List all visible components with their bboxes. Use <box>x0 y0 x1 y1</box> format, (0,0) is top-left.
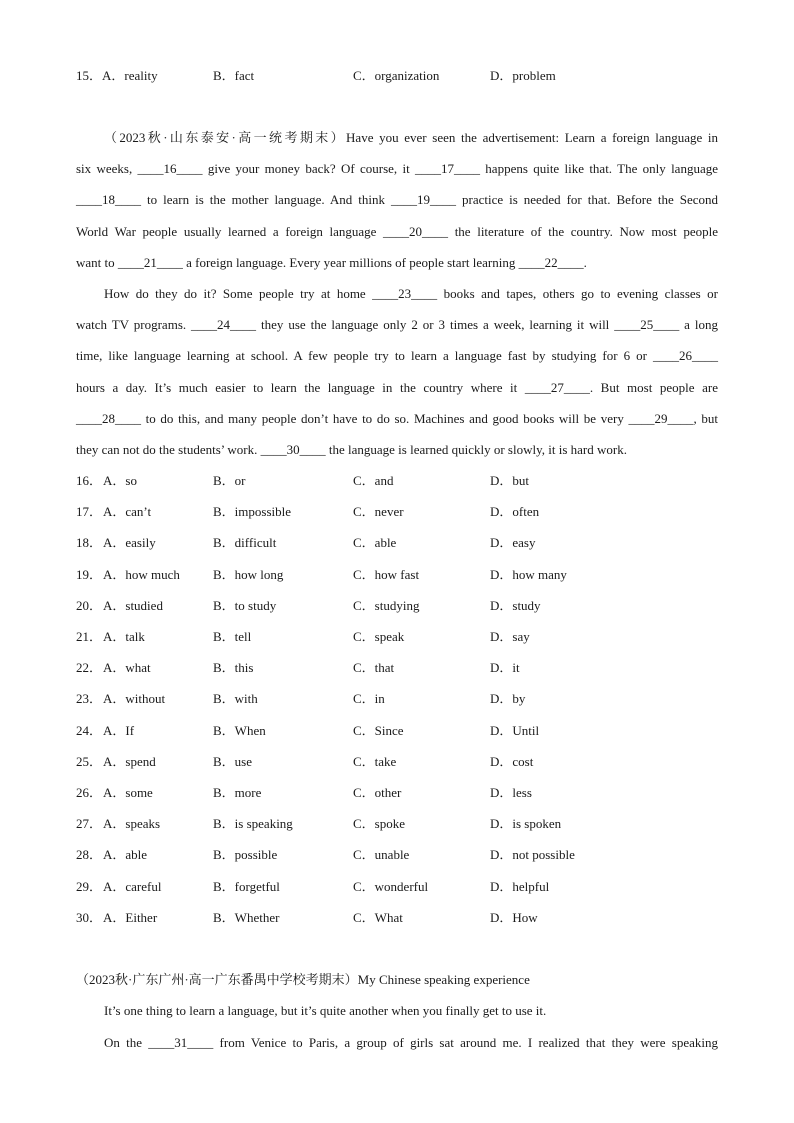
question-number: 19． <box>76 567 103 582</box>
option-b: B．to study <box>213 598 277 613</box>
option-c: C．how fast <box>353 567 420 582</box>
option-d: D．but <box>490 473 530 488</box>
option-d: D．not possible <box>490 847 575 862</box>
question-number: 24． <box>76 723 103 738</box>
option-a: A．how much <box>103 567 180 582</box>
option-a: A．If <box>103 723 135 738</box>
option-d: D．less <box>490 785 532 800</box>
option-d: D．how many <box>490 567 567 582</box>
question-number: 20． <box>76 598 103 613</box>
option-c: C．never <box>353 504 404 519</box>
passage-1-line: ____18____ to learn is the mother language. And think ____19____ practice is needed for that. Before the Second <box>76 192 718 207</box>
passage-1-line: World War people usually learned a foreign language ____20____ the literature of the country. Now most people <box>76 224 718 239</box>
passage-1-line: ____28____ to do this, and many people don’t have to do so. Machines and good books will be very ____29____, but <box>76 411 718 426</box>
question-number: 30． <box>76 910 103 925</box>
question-15-option-a: 15．A．reality <box>76 68 158 83</box>
option-a: A．without <box>103 691 166 706</box>
question-number: 22． <box>76 660 103 675</box>
option-d: D．it <box>490 660 520 675</box>
option-a: A．easily <box>103 535 156 550</box>
question-15-option-b: B．fact <box>213 68 255 83</box>
option-d: D．How <box>490 910 538 925</box>
question-number: 29． <box>76 879 103 894</box>
option-c: C．able <box>353 535 397 550</box>
option-a: A．can’t <box>103 504 152 519</box>
option-c: C．other <box>353 785 402 800</box>
question-15-option-c: C．organization <box>353 68 440 83</box>
option-d: D．helpful <box>490 879 550 894</box>
question-number: 17． <box>76 504 103 519</box>
option-a: A．able <box>103 847 148 862</box>
option-b: B．tell <box>213 629 252 644</box>
option-a: A．speaks <box>103 816 161 831</box>
option-b: B．difficult <box>213 535 277 550</box>
passage-1-line: they can not do the students’ work. ____30____ the language is learned quickly or slowly, it is hard work. <box>76 442 627 457</box>
option-c: C．in <box>353 691 385 706</box>
question-number: 26． <box>76 785 103 800</box>
passage-2-source-title: （2023秋·广东广州·高一广东番禺中学校考期末）My Chinese speaking experience <box>76 972 530 987</box>
option-d: D．study <box>490 598 541 613</box>
passage-1-line: （2023秋·山东泰安·高一统考期末）Have you ever seen the advertisement: Learn a foreign language in <box>104 130 718 145</box>
question-number: 27． <box>76 816 103 831</box>
option-b: B．When <box>213 723 266 738</box>
option-b: B．is speaking <box>213 816 293 831</box>
option-c: C．wonderful <box>353 879 429 894</box>
question-number: 23． <box>76 691 103 706</box>
option-b: B．forgetful <box>213 879 280 894</box>
option-d: D．by <box>490 691 526 706</box>
passage-1-line: want to ____21____ a foreign language. Every year millions of people start learning ____22____. <box>76 255 587 270</box>
option-a: A．some <box>103 785 153 800</box>
option-a: A．careful <box>103 879 162 894</box>
option-c: C．What <box>353 910 403 925</box>
passage-1-line: watch TV programs. ____24____ they use the language only 2 or 3 times a week, learning it will ____25____ a long <box>76 317 718 332</box>
option-d: D．easy <box>490 535 536 550</box>
option-b: B．this <box>213 660 254 675</box>
option-a: A．Either <box>103 910 158 925</box>
option-b: B．or <box>213 473 246 488</box>
option-b: B．impossible <box>213 504 292 519</box>
question-number: 16． <box>76 473 103 488</box>
option-b: B．more <box>213 785 262 800</box>
option-c: C．spoke <box>353 816 406 831</box>
option-b: B．use <box>213 754 253 769</box>
option-b: B．how long <box>213 567 284 582</box>
option-b: B．Whether <box>213 910 280 925</box>
option-d: D．Until <box>490 723 540 738</box>
option-c: C．speak <box>353 629 405 644</box>
option-c: C．studying <box>353 598 420 613</box>
option-d: D．say <box>490 629 530 644</box>
question-number: 18． <box>76 535 103 550</box>
option-b: B．with <box>213 691 258 706</box>
option-c: C．that <box>353 660 395 675</box>
option-a: A．so <box>103 473 137 488</box>
option-d: D．cost <box>490 754 534 769</box>
question-number: 25． <box>76 754 103 769</box>
option-d: D．often <box>490 504 540 519</box>
question-number: 28． <box>76 847 103 862</box>
option-c: C．Since <box>353 723 404 738</box>
option-a: A．what <box>103 660 151 675</box>
passage-2-line: On the ____31____ from Venice to Paris, a group of girls sat around me. I realized that they were speaking <box>104 1035 718 1050</box>
passage-1-line: hours a day. It’s much easier to learn the language in the country where it ____27____. But most people are <box>76 380 718 395</box>
passage-1-line: six weeks, ____16____ give your money back? Of course, it ____17____ happens quite like that. The only language <box>76 161 718 176</box>
question-number: 21． <box>76 629 103 644</box>
option-a: A．studied <box>103 598 163 613</box>
option-b: B．possible <box>213 847 278 862</box>
option-c: C．unable <box>353 847 410 862</box>
option-a: A．talk <box>103 629 145 644</box>
option-c: C．and <box>353 473 394 488</box>
question-15-option-d: D．problem <box>490 68 556 83</box>
option-d: D．is spoken <box>490 816 562 831</box>
passage-1-line: time, like language learning at school. A few people try to learn a language fast by studying for 6 or ____26____ <box>76 348 718 363</box>
passage-2-line: It’s one thing to learn a language, but it’s quite another when you finally get to use it. <box>104 1003 547 1018</box>
passage-1-line: How do they do it? Some people try at home ____23____ books and tapes, others go to evening classes or <box>104 286 718 301</box>
option-a: A．spend <box>103 754 156 769</box>
option-c: C．take <box>353 754 397 769</box>
